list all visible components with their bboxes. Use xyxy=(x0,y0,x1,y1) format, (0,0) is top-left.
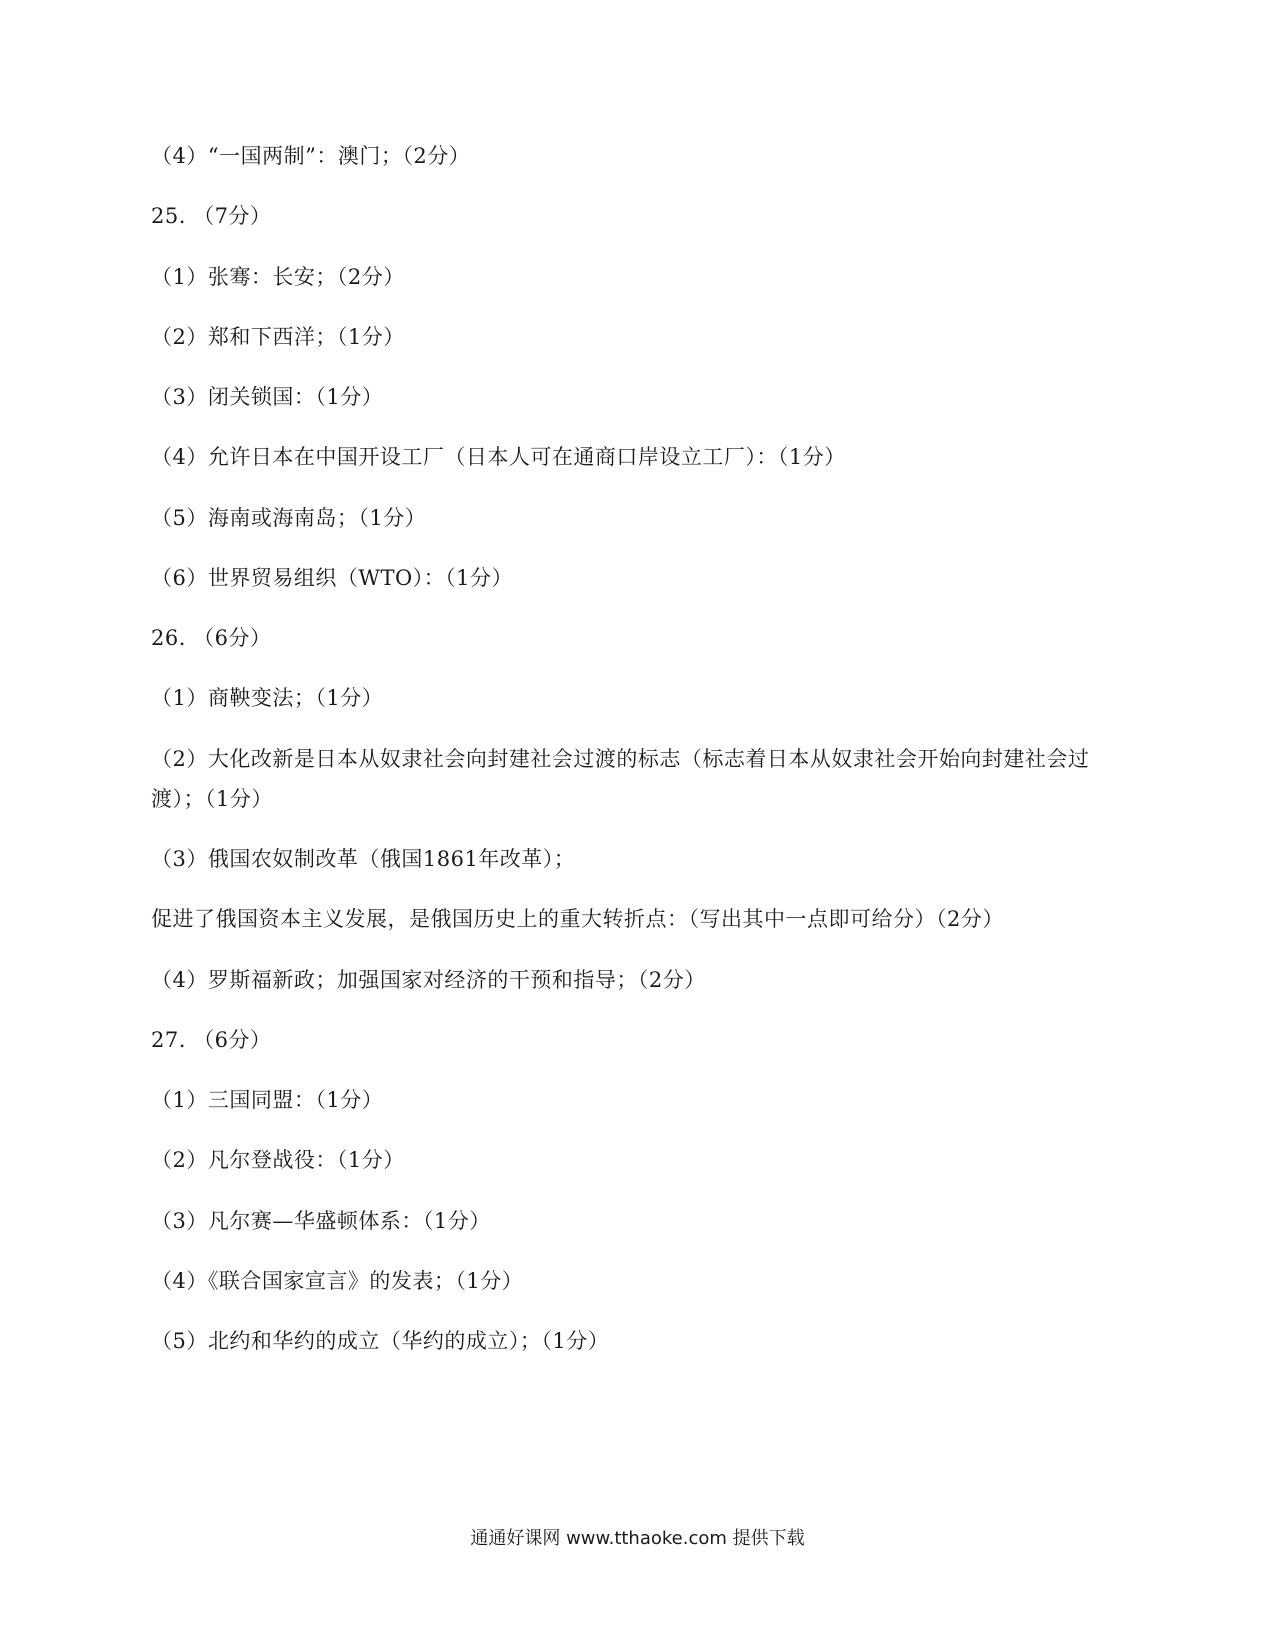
answer-26-2-continued: 渡）；（1分） xyxy=(151,787,273,811)
answer-25-2: （2）郑和下西洋；（1分） xyxy=(151,325,405,349)
answer-27-5: （5）北约和华约的成立（华约的成立）；（1分） xyxy=(151,1329,610,1353)
answer-27-3: （3）凡尔赛—华盛顿体系：（1分） xyxy=(151,1209,491,1233)
answer-27-1: （1）三国同盟：（1分） xyxy=(151,1088,384,1112)
answer-26-3-continued: 促进了俄国资本主义发展，是俄国历史上的重大转折点：（写出其中一点即可给分）（2分） xyxy=(151,907,1004,931)
answer-25-6: （6）世界贸易组织（WTO）：（1分） xyxy=(151,566,514,590)
answer-26-1: （1）商鞅变法；（1分） xyxy=(151,686,384,710)
answer-25-4: （4）允许日本在中国开设工厂（日本人可在通商口岸设立工厂）：（1分） xyxy=(151,445,846,469)
page-footer: 通通好课网 www.tthaoke.com 提供下载 xyxy=(470,1528,805,1549)
question-27-header: 27. （6分） xyxy=(151,1028,272,1052)
question-25-header: 25. （7分） xyxy=(151,204,272,228)
answer-25-3: （3）闭关锁国：（1分） xyxy=(151,385,384,409)
answer-25-5: （5）海南或海南岛；（1分） xyxy=(151,506,427,530)
answer-26-4: （4）罗斯福新政；加强国家对经济的干预和指导；（2分） xyxy=(151,968,706,992)
answer-27-2: （2）凡尔登战役：（1分） xyxy=(151,1148,405,1172)
answer-26-2: （2）大化改新是日本从奴隶社会向封建社会过渡的标志（标志着日本从奴隶社会开始向封建社会过 xyxy=(151,747,1090,771)
answer-25-1: （1）张骞：长安；（2分） xyxy=(151,265,405,289)
answer-27-4: （4）《联合国家宣言》的发表；（1分） xyxy=(151,1269,524,1293)
answer-24-4: （4）“一国两制”：澳门；（2分） xyxy=(151,144,471,168)
question-26-header: 26. （6分） xyxy=(151,626,272,650)
answer-26-3: （3）俄国农奴制改革（俄国1861年改革）； xyxy=(151,847,576,871)
